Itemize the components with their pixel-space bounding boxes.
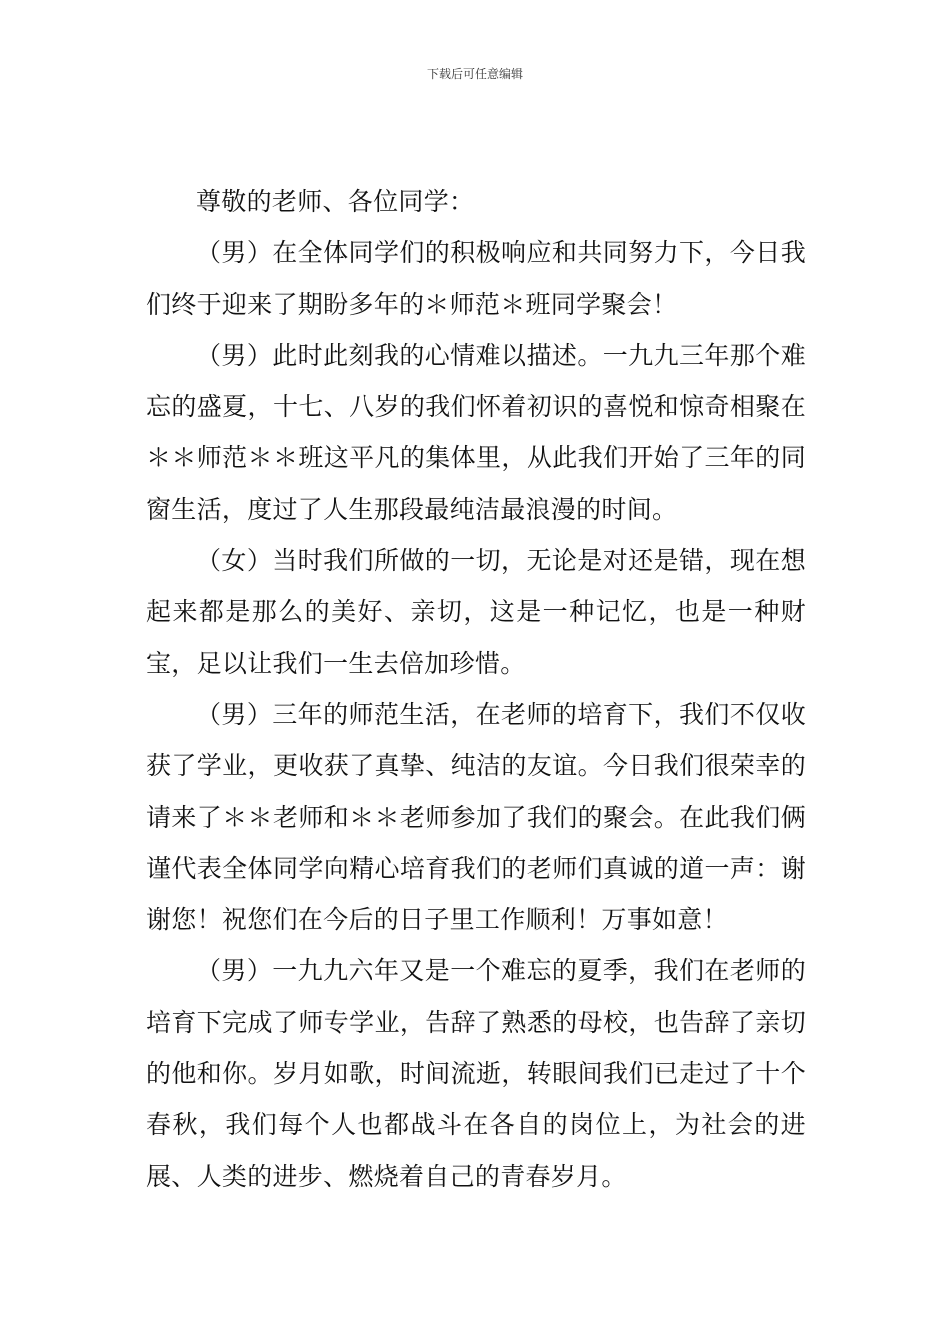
document-body <box>146 176 806 1202</box>
body-paragraph: （男）在全体同学们的积极响应和共同努力下，今日我们终于迎来了期盼多年的＊师范＊班同学聚会！ <box>146 238 806 319</box>
body-paragraph: （男）三年的师范生活，在老师的培育下，我们不仅收获了学业，更收获了真挚、纯洁的友谊。今日我们很荣幸的请来了＊＊老师和＊＊老师参加了我们的聚会。在此我们俩谨代表全体同学向精心培育我们的老师们真诚的道一声：谢谢您！祝您们在今后的日子里工作顺利！万事如意！ <box>146 699 806 935</box>
page-header-note: 下载后可任意编辑 <box>426 67 523 81</box>
body-paragraph: （女）当时我们所做的一切，无论是对还是错，现在想起来都是那么的美好、亲切，这是一种记忆，也是一种财宝，足以让我们一生去倍加珍惜。 <box>146 546 806 678</box>
body-paragraph: （男）此时此刻我的心情难以描述。一九九三年那个难忘的盛夏，十七、八岁的我们怀着初识的喜悦和惊奇相聚在＊＊师范＊＊班这平凡的集体里，从此我们开始了三年的同窗生活，度过了人生那段最纯洁最浪漫的时间。 <box>146 340 806 524</box>
body-paragraph: （男）一九九六年又是一个难忘的夏季，我们在老师的培育下完成了师专学业，告辞了熟悉的母校，也告辞了亲切的他和你。岁月如歌，时间流逝，转眼间我们已走过了十个春秋，我们每个人也都战斗在各自的岗位上，为社会的进展、人类的进步、燃烧着自己的青春岁月。 <box>146 956 806 1191</box>
salutation-paragraph: 尊敬的老师、各位同学： <box>196 187 475 216</box>
